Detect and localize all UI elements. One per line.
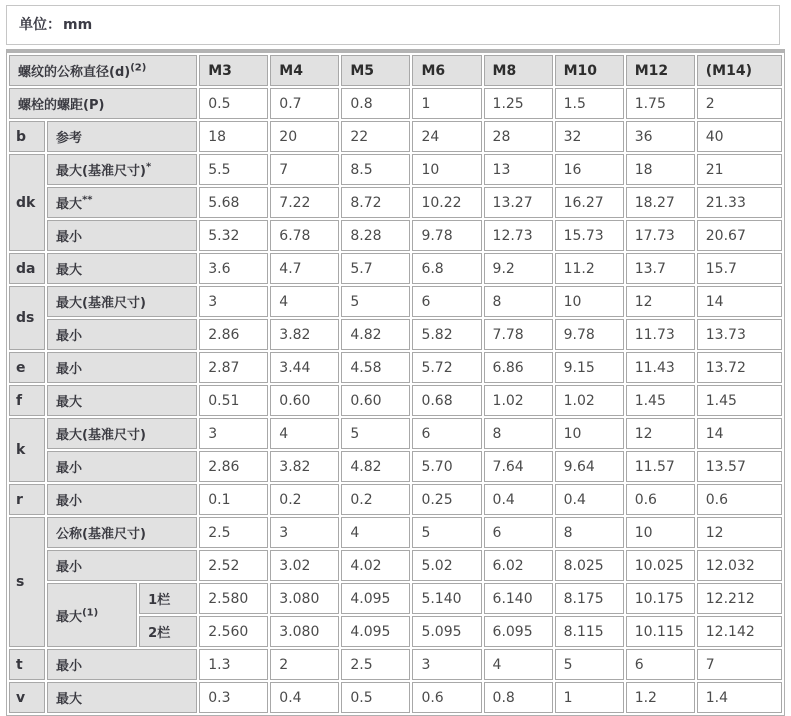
value-cell: 12 (697, 517, 782, 548)
value-cell: 2.86 (199, 451, 268, 482)
row-label-text: 最大 (56, 197, 83, 212)
value-cell: 2.5 (199, 517, 268, 548)
group-key: dk (9, 154, 45, 251)
column-header: M4 (270, 55, 339, 86)
value-cell: 32 (555, 121, 624, 152)
value-cell: 7.64 (484, 451, 553, 482)
value-cell: 3.82 (270, 319, 339, 350)
value-cell: 0.51 (199, 385, 268, 416)
header-diameter-text: 螺纹的公称直径(d) (18, 65, 131, 80)
value-cell: 7 (697, 649, 782, 680)
value-cell: 20 (270, 121, 339, 152)
value-cell: 0.1 (199, 484, 268, 515)
value-cell: 6 (412, 418, 481, 449)
value-cell: 4.58 (341, 352, 410, 383)
row-ds-max-basic (9, 286, 782, 317)
row-dk-max-basic (9, 154, 782, 185)
value-cell: 7.78 (484, 319, 553, 350)
row-t (9, 649, 782, 680)
value-cell: 8.025 (555, 550, 624, 581)
value-cell: 3.02 (270, 550, 339, 581)
group-key: t (9, 649, 45, 680)
value-cell: 10 (555, 418, 624, 449)
row-label-text: 最大 (56, 609, 83, 625)
value-cell: 5 (555, 649, 624, 680)
value-cell: 2.560 (199, 616, 268, 647)
value-cell: 6.140 (484, 583, 553, 614)
value-cell: 4.82 (341, 319, 410, 350)
unit-box (6, 5, 780, 45)
group-key: da (9, 253, 45, 284)
value-cell: 17.73 (626, 220, 695, 251)
value-cell: 22 (341, 121, 410, 152)
value-cell: 14 (697, 418, 782, 449)
value-cell: 15.73 (555, 220, 624, 251)
value-cell: 10.115 (626, 616, 695, 647)
value-cell: 11.2 (555, 253, 624, 284)
column-header: M6 (412, 55, 481, 86)
row-label: 最小 (47, 319, 197, 350)
row-dk-max (9, 187, 782, 218)
row-label: 最大 (47, 253, 197, 284)
value-cell: 10.025 (626, 550, 695, 581)
group-key: r (9, 484, 45, 515)
value-cell: 9.78 (412, 220, 481, 251)
value-cell: 3 (199, 418, 268, 449)
value-cell: 12.212 (697, 583, 782, 614)
group-key: b (9, 121, 45, 152)
value-cell: 9.15 (555, 352, 624, 383)
row-label: 最大(基准尺寸) (47, 286, 197, 317)
value-cell: 21 (697, 154, 782, 185)
value-cell: 8.28 (341, 220, 410, 251)
value-cell: 0.68 (412, 385, 481, 416)
value-cell: 3 (412, 649, 481, 680)
value-cell: 12.032 (697, 550, 782, 581)
value-cell: 1.2 (626, 682, 695, 713)
value-cell: 12.73 (484, 220, 553, 251)
value-cell: 0.60 (270, 385, 339, 416)
row-r (9, 484, 782, 515)
value-cell: 12 (626, 286, 695, 317)
row-label-sup: ** (82, 194, 93, 206)
value-cell: 5.70 (412, 451, 481, 482)
value-cell: 16 (555, 154, 624, 185)
column-header: M8 (484, 55, 553, 86)
value-cell: 2.52 (199, 550, 268, 581)
value-cell: 2.86 (199, 319, 268, 350)
value-cell: 5 (341, 286, 410, 317)
unit-value: mm (63, 17, 93, 33)
header-diameter-sup: (2) (130, 62, 147, 74)
value-cell: 3.080 (270, 583, 339, 614)
value-cell: 10 (626, 517, 695, 548)
value-cell: 36 (626, 121, 695, 152)
column-header: M12 (626, 55, 695, 86)
value-cell: 0.6 (412, 682, 481, 713)
value-cell: 0.4 (484, 484, 553, 515)
row-label: 最小 (47, 451, 197, 482)
value-cell: 0.4 (270, 682, 339, 713)
value-cell: 18.27 (626, 187, 695, 218)
value-cell: 10.175 (626, 583, 695, 614)
value-cell: 4 (270, 418, 339, 449)
value-cell: 1.3 (199, 649, 268, 680)
value-cell: 13.57 (697, 451, 782, 482)
value-cell: 0.6 (697, 484, 782, 515)
value-cell: 0.4 (555, 484, 624, 515)
value-cell: 6.78 (270, 220, 339, 251)
group-key: ds (9, 286, 45, 350)
value-cell: 12 (626, 418, 695, 449)
row-label: 最大 (47, 385, 197, 416)
column-header: M3 (199, 55, 268, 86)
value-cell: 0.6 (626, 484, 695, 515)
value-cell: 1.45 (626, 385, 695, 416)
row-s-min (9, 550, 782, 581)
row-label (47, 187, 197, 218)
group-key: k (9, 418, 45, 482)
value-cell: 7.22 (270, 187, 339, 218)
value-cell: 9.64 (555, 451, 624, 482)
value-cell: 0.60 (341, 385, 410, 416)
value-cell: 1.4 (697, 682, 782, 713)
group-key: s (9, 517, 45, 647)
value-cell: 6 (484, 517, 553, 548)
group-key: v (9, 682, 45, 713)
value-cell: 1.25 (484, 88, 553, 119)
spec-table (6, 49, 785, 716)
value-cell: 8.115 (555, 616, 624, 647)
value-cell: 4 (270, 286, 339, 317)
row-s-max-col1 (9, 583, 782, 614)
value-cell: 9.2 (484, 253, 553, 284)
sub-row-label: 2栏 (139, 616, 197, 647)
value-cell: 4 (341, 517, 410, 548)
row-label: 最小 (47, 649, 197, 680)
value-cell: 0.8 (484, 682, 553, 713)
value-cell: 0.25 (412, 484, 481, 515)
value-cell: 21.33 (697, 187, 782, 218)
row-pitch (9, 88, 782, 119)
row-label (47, 154, 197, 185)
value-cell: 4.7 (270, 253, 339, 284)
value-cell: 10 (555, 286, 624, 317)
row-s-nominal (9, 517, 782, 548)
value-cell: 3 (270, 517, 339, 548)
row-label: 螺栓的螺距(P) (9, 88, 197, 119)
value-cell: 4.095 (341, 583, 410, 614)
value-cell: 14 (697, 286, 782, 317)
group-key: f (9, 385, 45, 416)
value-cell: 3 (199, 286, 268, 317)
value-cell: 0.3 (199, 682, 268, 713)
value-cell: 5.82 (412, 319, 481, 350)
value-cell: 5.5 (199, 154, 268, 185)
value-cell: 7 (270, 154, 339, 185)
row-ds-min (9, 319, 782, 350)
value-cell: 1.5 (555, 88, 624, 119)
value-cell: 2 (697, 88, 782, 119)
row-v (9, 682, 782, 713)
row-label: 最大(基准尺寸) (47, 418, 197, 449)
value-cell: 0.2 (270, 484, 339, 515)
value-cell: 8.5 (341, 154, 410, 185)
value-cell: 3.6 (199, 253, 268, 284)
row-k-max-basic (9, 418, 782, 449)
value-cell: 8 (484, 286, 553, 317)
value-cell: 15.7 (697, 253, 782, 284)
value-cell: 28 (484, 121, 553, 152)
value-cell: 5.72 (412, 352, 481, 383)
value-cell: 13.73 (697, 319, 782, 350)
value-cell: 6 (626, 649, 695, 680)
header-diameter-label (9, 55, 197, 86)
row-da (9, 253, 782, 284)
value-cell: 6.02 (484, 550, 553, 581)
value-cell: 1 (412, 88, 481, 119)
row-label (47, 583, 137, 647)
value-cell: 11.73 (626, 319, 695, 350)
value-cell: 5.140 (412, 583, 481, 614)
value-cell: 5.02 (412, 550, 481, 581)
row-k-min (9, 451, 782, 482)
value-cell: 0.5 (341, 682, 410, 713)
value-cell: 1 (555, 682, 624, 713)
table-header-row (9, 55, 782, 86)
value-cell: 6 (412, 286, 481, 317)
unit-label: 单位： (19, 17, 61, 33)
value-cell: 5.68 (199, 187, 268, 218)
row-label-sup: (1) (82, 607, 99, 619)
value-cell: 6.86 (484, 352, 553, 383)
value-cell: 0.8 (341, 88, 410, 119)
value-cell: 2 (270, 649, 339, 680)
row-label-sup: * (145, 161, 152, 173)
value-cell: 9.78 (555, 319, 624, 350)
value-cell: 24 (412, 121, 481, 152)
value-cell: 4.02 (341, 550, 410, 581)
row-dk-min (9, 220, 782, 251)
value-cell: 4.82 (341, 451, 410, 482)
value-cell: 8.175 (555, 583, 624, 614)
value-cell: 2.5 (341, 649, 410, 680)
value-cell: 11.43 (626, 352, 695, 383)
value-cell: 8.72 (341, 187, 410, 218)
group-key: e (9, 352, 45, 383)
row-e (9, 352, 782, 383)
value-cell: 3.080 (270, 616, 339, 647)
value-cell: 0.5 (199, 88, 268, 119)
value-cell: 8 (484, 418, 553, 449)
value-cell: 3.82 (270, 451, 339, 482)
value-cell: 5.095 (412, 616, 481, 647)
value-cell: 5 (341, 418, 410, 449)
row-label-text: 最大(基准尺寸) (56, 164, 146, 179)
row-label: 最小 (47, 220, 197, 251)
column-header: (M14) (697, 55, 782, 86)
value-cell: 5 (412, 517, 481, 548)
value-cell: 1.45 (697, 385, 782, 416)
value-cell: 12.142 (697, 616, 782, 647)
value-cell: 3.44 (270, 352, 339, 383)
value-cell: 0.2 (341, 484, 410, 515)
value-cell: 13.27 (484, 187, 553, 218)
value-cell: 10.22 (412, 187, 481, 218)
value-cell: 6.8 (412, 253, 481, 284)
value-cell: 16.27 (555, 187, 624, 218)
value-cell: 18 (199, 121, 268, 152)
value-cell: 13 (484, 154, 553, 185)
value-cell: 10 (412, 154, 481, 185)
value-cell: 1.02 (484, 385, 553, 416)
value-cell: 40 (697, 121, 782, 152)
value-cell: 11.57 (626, 451, 695, 482)
row-f (9, 385, 782, 416)
value-cell: 18 (626, 154, 695, 185)
row-label: 最大 (47, 682, 197, 713)
value-cell: 2.580 (199, 583, 268, 614)
value-cell: 4.095 (341, 616, 410, 647)
row-label: 公称(基准尺寸) (47, 517, 197, 548)
value-cell: 13.72 (697, 352, 782, 383)
row-label: 最小 (47, 352, 197, 383)
value-cell: 5.7 (341, 253, 410, 284)
sub-row-label: 1栏 (139, 583, 197, 614)
value-cell: 1.75 (626, 88, 695, 119)
value-cell: 20.67 (697, 220, 782, 251)
value-cell: 4 (484, 649, 553, 680)
row-label: 参考 (47, 121, 197, 152)
value-cell: 5.32 (199, 220, 268, 251)
column-header: M5 (341, 55, 410, 86)
column-header: M10 (555, 55, 624, 86)
row-b (9, 121, 782, 152)
value-cell: 0.7 (270, 88, 339, 119)
value-cell: 1.02 (555, 385, 624, 416)
row-label: 最小 (47, 550, 197, 581)
value-cell: 13.7 (626, 253, 695, 284)
value-cell: 6.095 (484, 616, 553, 647)
value-cell: 2.87 (199, 352, 268, 383)
value-cell: 8 (555, 517, 624, 548)
row-label: 最小 (47, 484, 197, 515)
